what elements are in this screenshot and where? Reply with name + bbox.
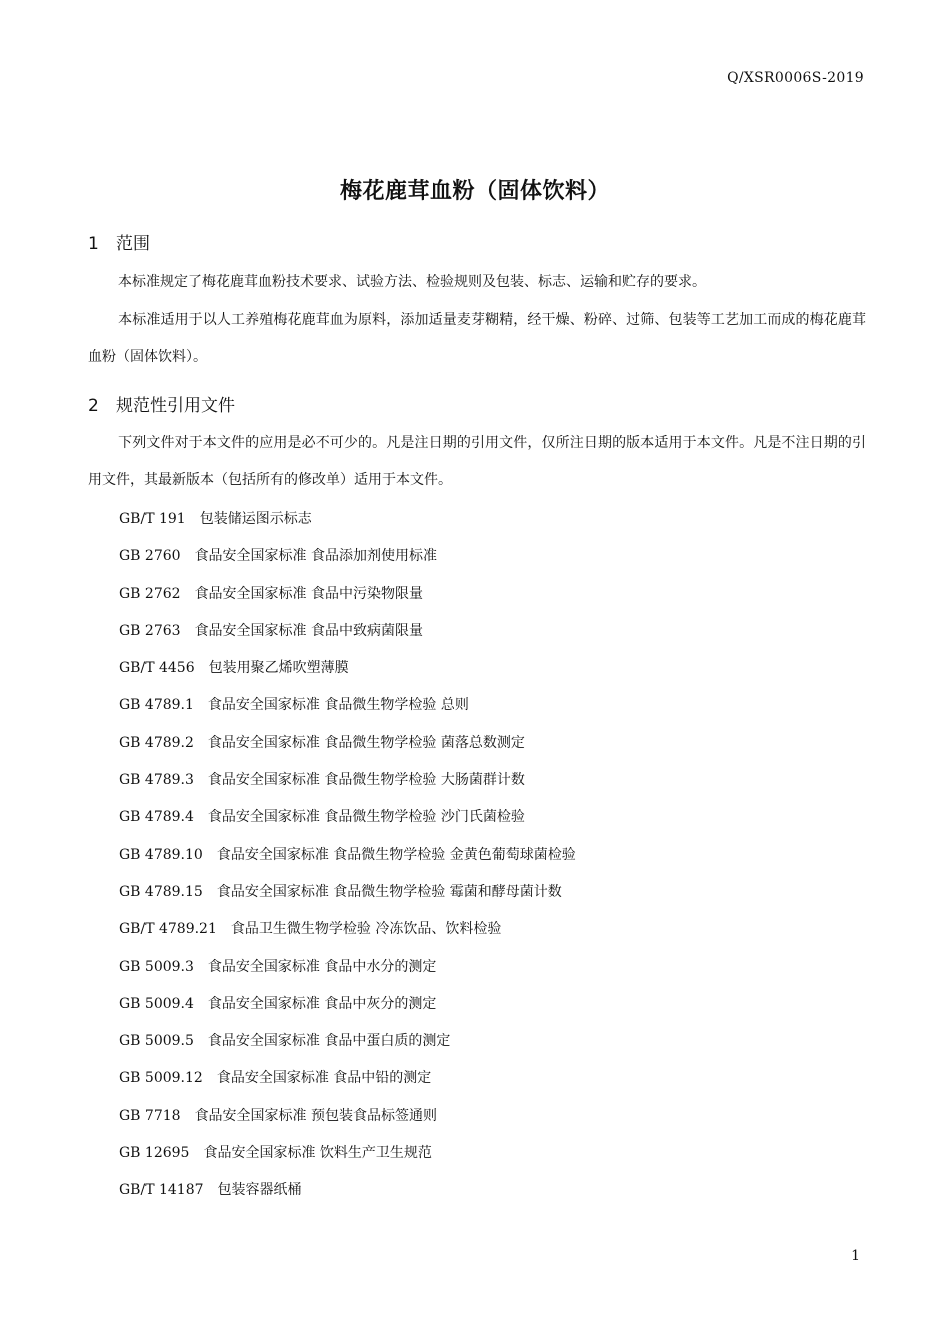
reference-title: 食品安全国家标准 饮料生产卫生规范 — [203, 1145, 432, 1162]
document-title: 梅花鹿茸血粉（固体饮料） — [339, 179, 610, 204]
reference-code: GB/T 14187 — [119, 1182, 204, 1199]
reference-item — [119, 842, 576, 879]
reference-item — [119, 506, 576, 543]
reference-title: 食品安全国家标准 食品中污染物限量 — [194, 585, 424, 602]
reference-title: 食品安全国家标准 食品微生物学检验 总则 — [207, 697, 469, 714]
reference-title: 食品安全国家标准 食品微生物学检验 大肠菌群计数 — [207, 772, 525, 789]
reference-code: GB 4789.15 — [119, 883, 203, 900]
reference-item — [119, 991, 576, 1028]
section-number: 2 — [88, 396, 99, 416]
reference-code: GB/T 191 — [119, 511, 186, 527]
reference-code: GB 5009.4 — [119, 995, 194, 1012]
section-1-paragraph-1 — [88, 264, 866, 301]
section-2-heading — [88, 391, 235, 416]
document-code: Q/XSR0006S-2019 — [727, 70, 864, 86]
section-number: 1 — [88, 234, 99, 254]
paragraph-text: 本标准规定了梅花鹿茸血粉技术要求、试验方法、检验规则及包装、标志、运输和贮存的要求。 — [118, 274, 706, 290]
reference-title: 食品安全国家标准 食品中灰分的测定 — [207, 995, 437, 1012]
reference-title: 食品安全国家标准 食品中铅的测定 — [216, 1070, 432, 1087]
reference-title: 包装用聚乙烯吹塑薄膜 — [208, 660, 349, 677]
reference-code: GB 4789.10 — [119, 846, 203, 863]
paragraph-text: 下列文件对于本文件的应用是必不可少的。凡是注日期的引用文件，仅所注日期的版本适用于本文件。凡是不注日期的引用文件，其最新版本（包括所有的修改单）适用于本文件。 — [88, 435, 866, 488]
reference-item — [119, 655, 576, 692]
reference-item — [119, 1103, 576, 1140]
reference-title: 包装容器纸桶 — [217, 1182, 302, 1199]
page-number: 1 — [851, 1248, 860, 1264]
reference-code: GB/T 4789.21 — [119, 921, 217, 938]
reference-item — [119, 692, 576, 729]
reference-code: GB/T 4456 — [119, 660, 195, 677]
reference-item — [119, 1177, 576, 1214]
reference-item — [119, 1028, 576, 1065]
reference-item — [119, 581, 576, 618]
reference-code: GB 4789.2 — [119, 734, 194, 751]
section-1-paragraph-2 — [88, 302, 866, 376]
reference-title: 食品安全国家标准 食品添加剂使用标准 — [194, 548, 438, 565]
reference-item — [119, 1065, 576, 1102]
reference-code: GB 4789.1 — [119, 697, 194, 714]
reference-item — [119, 730, 576, 767]
reference-title: 食品安全国家标准 食品微生物学检验 金黄色葡萄球菌检验 — [216, 846, 576, 863]
section-title: 规范性引用文件 — [116, 396, 235, 416]
reference-item — [119, 618, 576, 655]
reference-title: 食品安全国家标准 食品中致病菌限量 — [194, 622, 424, 639]
reference-item — [119, 954, 576, 991]
reference-title: 食品安全国家标准 食品微生物学检验 沙门氏菌检验 — [207, 809, 525, 826]
reference-item — [119, 543, 576, 580]
reference-code: GB 2762 — [119, 585, 181, 602]
reference-item — [119, 804, 576, 841]
reference-item — [119, 879, 576, 916]
section-1-heading — [88, 229, 150, 254]
section-2-paragraph-1 — [88, 425, 866, 499]
reference-item — [119, 1140, 576, 1177]
reference-title: 食品安全国家标准 食品中水分的测定 — [207, 958, 437, 975]
reference-title: 食品安全国家标准 食品微生物学检验 霉菌和酵母菌计数 — [216, 883, 562, 900]
reference-code: GB 4789.4 — [119, 809, 194, 826]
section-title: 范围 — [116, 234, 150, 254]
reference-code: GB 5009.5 — [119, 1033, 194, 1050]
normative-references-list — [119, 506, 576, 1215]
reference-code: GB 5009.12 — [119, 1070, 203, 1087]
reference-title: 包装储运图示标志 — [199, 511, 312, 527]
reference-code: GB 12695 — [119, 1145, 190, 1162]
reference-title: 食品安全国家标准 预包装食品标签通则 — [194, 1107, 438, 1124]
reference-title: 食品卫生微生物学检验 冷冻饮品、饮料检验 — [230, 921, 502, 938]
reference-title: 食品安全国家标准 食品微生物学检验 菌落总数测定 — [207, 734, 525, 751]
reference-code: GB 2760 — [119, 548, 181, 565]
reference-code: GB 4789.3 — [119, 772, 194, 789]
reference-code: GB 7718 — [119, 1107, 181, 1124]
reference-code: GB 2763 — [119, 622, 181, 639]
reference-item — [119, 916, 576, 953]
reference-item — [119, 767, 576, 804]
reference-code: GB 5009.3 — [119, 958, 194, 975]
paragraph-text: 本标准适用于以人工养殖梅花鹿茸血为原料，添加适量麦芽糊精，经干燥、粉碎、过筛、包装等工艺加工而成的梅花鹿茸血粉（固体饮料）。 — [88, 312, 866, 365]
reference-title: 食品安全国家标准 食品中蛋白质的测定 — [207, 1033, 451, 1050]
